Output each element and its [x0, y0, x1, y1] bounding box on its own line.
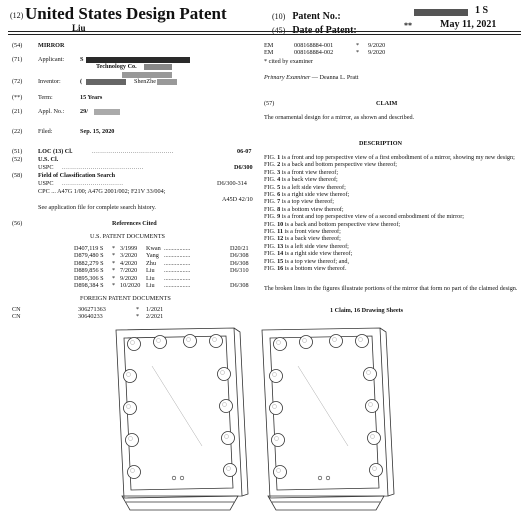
inventor-short: Liu — [72, 23, 86, 33]
f22-label: Filed: — [38, 128, 53, 135]
fig-prefix: FIG. — [264, 242, 278, 250]
description-heading: DESCRIPTION — [359, 140, 402, 147]
fig-description: is a top view thereof; and, — [283, 257, 350, 265]
inventor-city: ShenZhe — [134, 78, 156, 85]
fig-prefix: FIG. — [264, 183, 278, 191]
filed-value: Sep. 15, 2020 — [80, 128, 115, 135]
fig-prefix: FIG. — [264, 257, 278, 265]
examiner-label: Primary Examiner — [264, 74, 311, 81]
us-doc-name: Liu — [146, 267, 155, 275]
code-12: (12) — [10, 11, 24, 20]
fig-number: 4 — [277, 176, 281, 184]
em-doc-date: 9/2020 — [368, 42, 386, 49]
fig-prefix: FIG. — [264, 235, 278, 243]
mirror-button — [172, 476, 176, 480]
em-doc-star: * — [356, 42, 360, 49]
applicant-line2: Technology Co. — [96, 63, 137, 70]
term-label: Term: — [38, 94, 53, 101]
em-doc-number: 008168884-002 — [294, 48, 334, 56]
us-doc-date: 10/2020 — [120, 282, 141, 289]
f57-code: (57) — [264, 100, 275, 107]
inventor-redaction — [86, 79, 126, 85]
foreign-doc-star: * — [136, 306, 140, 313]
fig-number: 1 — [277, 154, 281, 161]
fig-prefix: FIG. — [264, 250, 278, 258]
fig-description: is a right side view thereof; — [283, 250, 353, 258]
f58-cpc-2: A45D 42/10 — [222, 196, 253, 203]
foreign-doc-date: 2/2021 — [146, 313, 164, 321]
description-item — [264, 258, 519, 265]
fig-description: is a back view thereof; — [280, 176, 338, 184]
fig-number: 9 — [277, 213, 281, 221]
us-doc-class: D6/308 — [230, 282, 249, 289]
fig-description: is a front and top perspective view of a second embodiment of the mirror; — [280, 213, 465, 221]
us-doc-star: * — [112, 245, 116, 252]
f56-code: (56) — [12, 220, 23, 227]
fig-prefix: FIG. — [264, 220, 278, 228]
applicant-redaction-2 — [144, 64, 172, 70]
fig-description: is a top view thereof; — [280, 198, 334, 206]
foreign-doc-star: * — [136, 313, 140, 321]
f52-code: (52) — [12, 156, 23, 163]
description-item — [264, 184, 519, 191]
f52-label: U.S. Cl. — [38, 156, 59, 163]
fig-number: 14 — [277, 250, 284, 258]
fig-number: 7 — [277, 198, 281, 206]
fig-prefix: FIG. — [264, 176, 278, 184]
foreign-doc-country: CN — [12, 306, 21, 313]
em-doc-country: EM — [264, 48, 274, 56]
fig-number: 5 — [277, 183, 281, 191]
mirror-drawing — [108, 326, 418, 512]
us-doc-star: * — [112, 259, 116, 267]
fig-number: 13 — [277, 242, 284, 250]
mirror-glare — [298, 366, 348, 446]
foreign-doc-date: 1/2021 — [146, 306, 164, 313]
description-item — [264, 250, 519, 257]
f71-label: Applicant: — [38, 56, 65, 63]
f52-uspc: USPC — [38, 164, 54, 171]
fig-prefix: FIG. — [264, 154, 278, 161]
patent-no-label: Patent No.: — [292, 11, 341, 22]
us-docs-title: U.S. PATENT DOCUMENTS — [90, 233, 165, 240]
description-item — [264, 206, 519, 213]
code-10: (10) — [272, 12, 286, 21]
appl-no-redaction — [94, 109, 120, 115]
us-doc-date: 4/2020 — [120, 259, 138, 267]
fig-number: 12 — [277, 235, 284, 243]
f54-title: MIRROR — [38, 42, 65, 49]
patent-title: United States Design Patent — [25, 4, 227, 23]
us-doc-date: 9/2020 — [120, 274, 138, 282]
us-doc-name: Liu — [146, 274, 155, 282]
header-rule-bottom — [8, 34, 521, 35]
mirror-frame-inner — [124, 336, 233, 490]
us-doc-dots: ................. — [164, 274, 191, 282]
us-doc-number: D889,856 S — [74, 267, 104, 275]
em-doc-date: 9/2020 — [368, 48, 386, 56]
f52-value: D6/300 — [234, 164, 253, 171]
description-item — [264, 221, 519, 228]
fig-number: 15 — [277, 257, 284, 265]
f51-value: 06-07 — [237, 148, 252, 155]
fig-prefix: FIG. — [264, 205, 278, 213]
inventor-start: ( — [80, 78, 83, 85]
us-doc-dots: ................. — [164, 252, 191, 260]
fig-description: is a left side view thereof; — [280, 183, 346, 191]
date-label: Date of Patent: — [292, 25, 357, 36]
us-doc-star: * — [112, 252, 116, 260]
f72-code: (72) — [12, 78, 23, 85]
f51-dots: ........................................ — [92, 148, 174, 155]
fig-number: 16 — [277, 265, 284, 273]
us-doc-class: D6/310 — [230, 267, 249, 275]
us-doc-dots: ................. — [164, 259, 191, 267]
mirror-button — [180, 476, 184, 480]
us-doc-name: Kwan — [146, 245, 161, 252]
f58-uspc-value: D6/300-314 — [217, 180, 247, 187]
f71-code: (71) — [12, 56, 23, 63]
f54-code: (54) — [12, 42, 23, 49]
fig-prefix: FIG. — [264, 198, 278, 206]
us-doc-name: Liu — [146, 282, 155, 289]
fig-prefix: FIG. — [264, 265, 278, 273]
fig-prefix: FIG. — [264, 168, 278, 176]
f58-label: Field of Classification Search — [38, 172, 116, 179]
us-doc-date: 3/2020 — [120, 252, 138, 260]
inventor-redaction-2 — [157, 79, 177, 85]
fig-number: 6 — [277, 191, 281, 199]
f58-note: See application file for complete search history. — [38, 204, 156, 211]
mirror-frame-inner — [270, 336, 379, 490]
f21-code: (21) — [12, 108, 23, 115]
mirror-drawing-right — [262, 328, 394, 510]
us-doc-class: D6/308 — [230, 259, 249, 267]
description-item — [264, 213, 519, 220]
us-doc-star: * — [112, 274, 116, 282]
fig-number: 8 — [277, 205, 281, 213]
description-item — [264, 228, 519, 235]
description-item — [264, 235, 519, 242]
fig-description: is a left side view thereof; — [283, 242, 349, 250]
fig-description: is a right side view thereof; — [280, 191, 350, 199]
term-value: 15 Years — [80, 94, 103, 101]
description-list — [264, 154, 519, 273]
fig-description: is a back view thereof; — [283, 235, 341, 243]
mirror-drawing-left — [116, 328, 248, 510]
us-doc-number: D879,480 S — [74, 252, 104, 260]
f58-code: (58) — [12, 172, 23, 179]
fig-prefix: FIG. — [264, 161, 278, 169]
fig-number: 11 — [277, 228, 283, 236]
broken-lines-note: The broken lines in the figures illustrate portions of the mirror that form no part of the claimed design. — [264, 285, 518, 292]
mirror-button — [318, 476, 322, 480]
us-doc-number: D895,306 S — [74, 274, 104, 282]
description-item — [264, 198, 519, 205]
us-doc-class: D6/308 — [230, 252, 249, 260]
fig-description: is a bottom view thereof. — [283, 265, 347, 273]
drawing-sheets: 1 Claim, 16 Drawing Sheets — [330, 307, 404, 314]
claim-heading: CLAIM — [376, 100, 398, 107]
cited-by-examiner: * cited by examiner — [264, 58, 313, 65]
f51-code: (51) — [12, 148, 23, 155]
description-item — [264, 191, 519, 198]
description-item — [264, 243, 519, 250]
fig-number: 10 — [277, 220, 284, 228]
us-doc-star: * — [112, 267, 116, 275]
us-doc-date: 7/2020 — [120, 267, 138, 275]
fig-description: is a back and bottom perspective view thereof; — [280, 161, 398, 169]
fig-description: is a bottom view thereof; — [280, 205, 344, 213]
description-item — [264, 161, 519, 168]
patent-no-value: 1 S — [475, 5, 489, 16]
foreign-doc-number: 30640233 — [78, 313, 103, 321]
us-doc-name: Zhu — [146, 259, 156, 267]
header-rule-top — [8, 31, 521, 32]
foreign-doc-country: CN — [12, 313, 21, 321]
code-45: (45) — [272, 26, 286, 35]
fig-description: is a front and top perspective view of a first embodiment of a mirror, showing my new design; — [280, 154, 515, 161]
patent-page: (12) United States Design Patent Liu (10) Patent No.: 1 S (45) Date of Patent: ** May 11, 2021 (54) MIRROR (71) Applicant: S Technology Co. (72) Inventor: ( ShenZhe (**) Term: 15 Years (21) Appl. No.: 29/ (22) Filed: Sep. 15, 2020 (51) LOC (13) Cl. ........................................ 06-07 (52) U.S. Cl. USPC ........................................ D6/300 (58) Field of Classification Search USPC .............................. D6/300-314 CPC ... A47G 1/00; A47G 2001/002; F21V 33/004; A45D 42/10 See application file for complete search history. (56) References Cited U.S. PATENT DOCUMENTS D407,119 S * 3/1999 Kwan ................. D20/21 D879,480 S * 3/2020 Yang ................. D6/308 D882,279 S * 4/2020 Zhu ................. D6/308 D889,856 S * 7/2020 Liu ................. D6/310 D895,306 S * 9/2020 Liu ................. D898,384 S * 10/2020 Liu ................. D6/308 FOREIGN PATENT DOCUMENTS CN 306271363 * 1/2021 CN 30640233 * 2/2021 EM 008168884-001 * 9/2020 EM 008168884-002 * 9/2020 * cited by examiner Primary Examiner — Deanna L. Pratt (57) CLAIM The ornamental design for a mirror, as shown and described. DESCRIPTION FIG. 1 is a front and top perspective view of a first embodiment of a mirror, showing my new design; FIG. 2 is a back and bottom perspective view thereof; FIG. 3 is a front view thereof; FIG. 4 is a back view thereof; FIG. 5 is a left side view thereof; FIG. 6 is a right side view thereof; FIG. 7 is a top view thereof; FIG. 8 is a bottom view thereof; FIG. 9 is a front and top perspective view of a second embodiment of the mirror; FIG. 10 is a back and bottom perspective view thereof; FIG. 11 is a front view thereof; FIG. 12 is a back view thereof; FIG. 13 is a left side view thereof; FIG. 14 is a right side view thereof; FIG. 15 is a top view thereof; and, FIG. 16 is a bottom view thereof. The broken lines in the figures illustrate portions of the mirror that form no part of the claimed design. 1 Claim, 16 Drawing Sheets — [0, 0, 529, 516]
fig-description: is a front view thereof; — [282, 228, 341, 236]
us-doc-dots: ................. — [164, 245, 191, 252]
em-doc-number: 008168884-001 — [294, 42, 334, 49]
appl-no-value: 29/ — [80, 108, 88, 115]
us-doc-class: D20/21 — [230, 245, 249, 252]
term-code: (**) — [12, 94, 23, 101]
fig-number: 2 — [277, 161, 281, 169]
examiner-value: — Deanna L. Pratt — [311, 74, 359, 81]
description-item — [264, 176, 519, 183]
description-item — [264, 265, 519, 272]
em-doc-star: * — [356, 48, 360, 56]
us-doc-date: 3/1999 — [120, 245, 138, 252]
description-item — [264, 154, 519, 161]
f21-label: Appl. No.: — [38, 108, 65, 115]
f51-label: LOC (13) Cl. — [38, 148, 73, 155]
mirror-button — [326, 476, 330, 480]
f56-label: References Cited — [112, 220, 157, 227]
f58-uspc: USPC — [38, 180, 54, 187]
fig-description: is a back and bottom perspective view thereof; — [283, 220, 401, 228]
us-doc-name: Yang — [146, 252, 159, 260]
mirror-glare — [152, 366, 202, 446]
f58-cpc-1: CPC ... A47G 1/00; A47G 2001/002; F21V 33/004; — [38, 188, 166, 195]
us-doc-dots: ................. — [164, 282, 191, 289]
us-doc-number: D898,384 S — [74, 282, 104, 289]
claim-text: The ornamental design for a mirror, as shown and described. — [264, 114, 415, 121]
us-doc-number: D407,119 S — [74, 245, 104, 252]
us-doc-star: * — [112, 282, 116, 289]
us-doc-dots: ................. — [164, 267, 191, 275]
f22-code: (22) — [12, 128, 23, 135]
fig-number: 3 — [277, 168, 281, 176]
fig-prefix: FIG. — [264, 191, 278, 199]
foreign-doc-number: 306271363 — [78, 306, 106, 313]
em-doc-country: EM — [264, 42, 274, 49]
description-item — [264, 169, 519, 176]
fig-description: is a front view thereof; — [280, 168, 339, 176]
applicant-start: S — [80, 56, 84, 63]
us-doc-number: D882,279 S — [74, 259, 104, 267]
f72-label: Inventor: — [38, 78, 61, 85]
fig-prefix: FIG. — [264, 213, 278, 221]
foreign-docs-title: FOREIGN PATENT DOCUMENTS — [80, 295, 171, 302]
date-stars: ** — [404, 21, 412, 30]
patent-number-redaction — [414, 9, 468, 16]
date-value: May 11, 2021 — [440, 19, 497, 30]
f52-dots: ........................................ — [62, 164, 144, 171]
fig-prefix: FIG. — [264, 228, 278, 236]
